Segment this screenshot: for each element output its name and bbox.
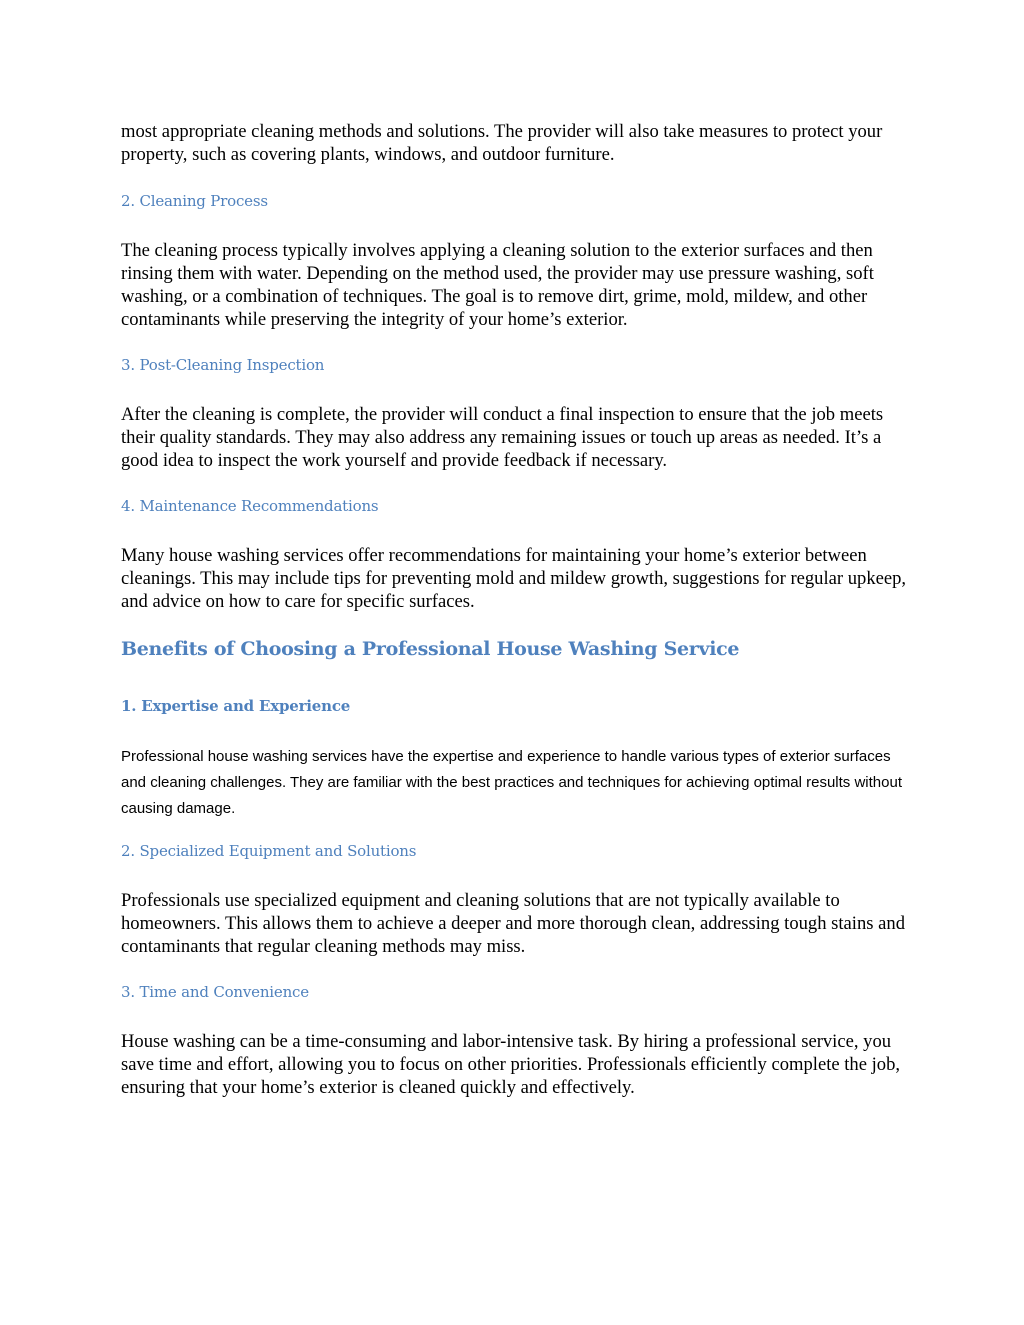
- benefits-section-title: Benefits of Choosing a Professional House Washing Service: [121, 638, 740, 660]
- maintenance-recommendations-heading: 4. Maintenance Recommendations: [121, 497, 379, 515]
- specialized-equipment-heading: 2. Specialized Equipment and Solutions: [121, 842, 417, 860]
- time-convenience-paragraph: House washing can be a time-consuming and labor-intensive task. By hiring a professional service, you save time and effort, allowing you to focus on other priorities. Professionals efficiently complete the job, ensuring that your home’s exterior is cleaned quickly and effectively.: [121, 1031, 901, 1098]
- expertise-paragraph: Professional house washing services have the expertise and experience to handle various types of exterior surfaces and cleaning challenges. They are familiar with the best practices and techniques for achieving optimal results without causing damage.: [121, 748, 902, 817]
- post-cleaning-inspection-paragraph: After the cleaning is complete, the provider will conduct a final inspection to ensure that the job meets their quality standards. They may also address any remaining issues or touch up areas as needed. It’s a good idea to inspect the work yourself and provide feedback if necessary.: [121, 404, 884, 471]
- time-convenience-heading: 3. Time and Convenience: [121, 983, 309, 1001]
- cleaning-process-paragraph: The cleaning process typically involves applying a cleaning solution to the exterior surfaces and then rinsing them with water. Depending on the method used, the provider may use pressure washing, soft washing, or a combination of techniques. The goal is to remove dirt, grime, mold, mildew, and other contaminants while preserving the integrity of your home’s exterior.: [121, 240, 874, 330]
- cleaning-process-heading: 2. Cleaning Process: [121, 192, 268, 210]
- maintenance-recommendations-paragraph: Many house washing services offer recommendations for maintaining your home’s exterior between cleanings. This may include tips for preventing mold and mildew growth, suggestions for regular upkeep, and advice on how to care for specific surfaces.: [121, 545, 907, 612]
- expertise-heading: 1. Expertise and Experience: [121, 697, 351, 715]
- post-cleaning-inspection-heading: 3. Post-Cleaning Inspection: [121, 356, 325, 374]
- specialized-equipment-paragraph: Professionals use specialized equipment and cleaning solutions that are not typically available to homeowners. This allows them to achieve a deeper and more thorough clean, addressing tough stains and contaminants that regular cleaning methods may miss.: [121, 890, 905, 957]
- intro-continued-paragraph: most appropriate cleaning methods and solutions. The provider will also take measures to protect your property, such as covering plants, windows, and outdoor furniture.: [121, 121, 883, 165]
